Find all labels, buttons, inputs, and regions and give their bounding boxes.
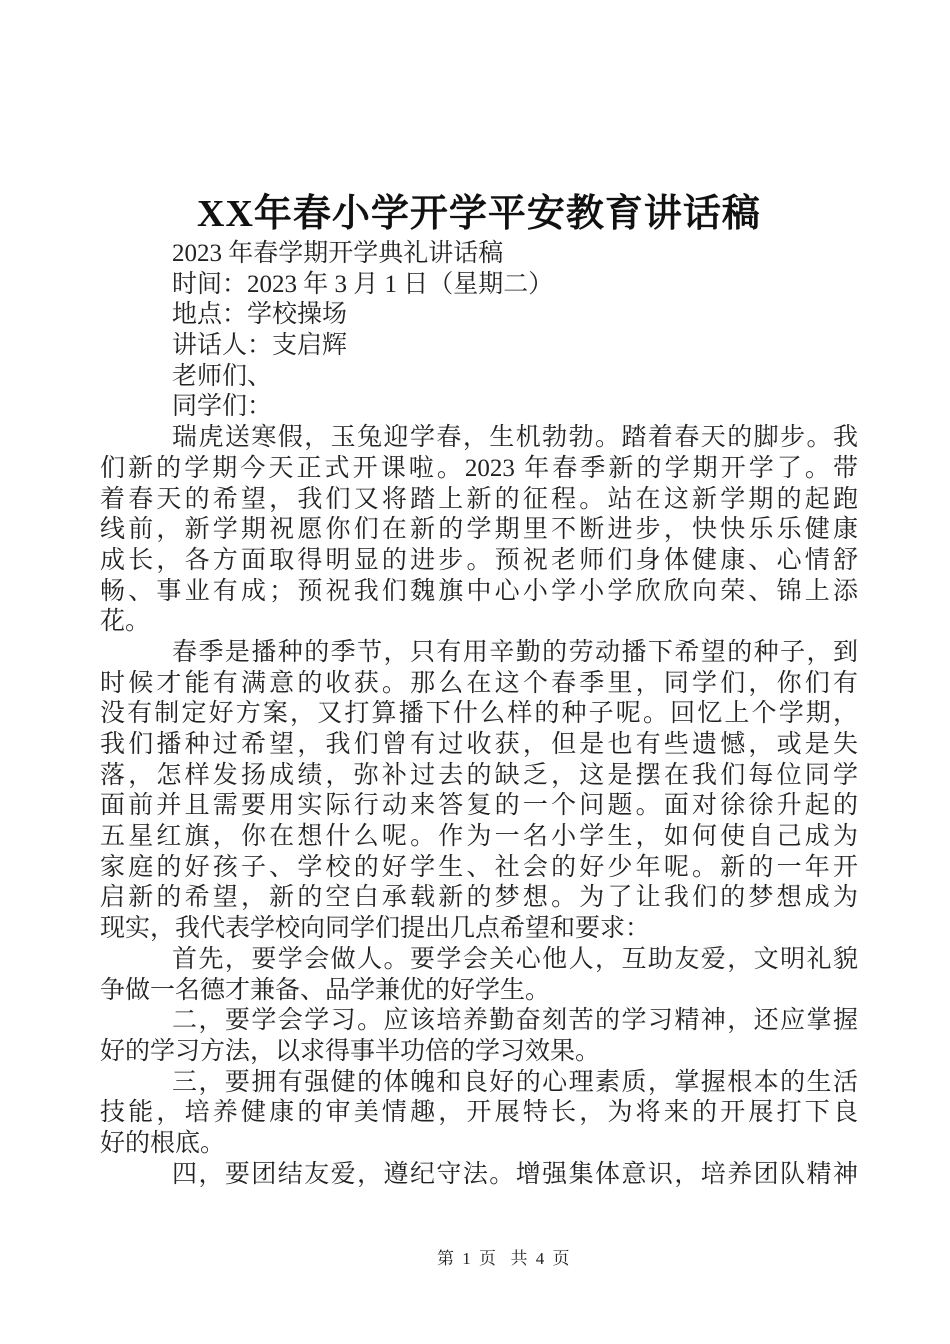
text-line: 们新的学期今天正式开课啦。2023 年春季新的学期开学了。带 <box>100 454 858 482</box>
page-number-footer: 第 1 页 共 4 页 <box>437 1249 572 1268</box>
text-line: 我们播种过希望，我们曾有过收获，但是也有些遗憾，或是失 <box>100 731 858 758</box>
document-body <box>100 239 858 1190</box>
text-line: 畅、事业有成；预祝我们魏旗中心小学小学欣欣向荣、锦上添 <box>100 577 858 605</box>
text-line: 花。 <box>100 608 151 636</box>
text-line: 首先，要学会做人。要学会关心他人，互助友爱，文明礼貌 <box>172 945 858 973</box>
text-line: 家庭的好孩子、学校的好学生、社会的好少年呢。新的一年开 <box>100 853 858 881</box>
text-line: 好的学习方法，以求得事半功倍的学习效果。 <box>100 1037 601 1065</box>
text-line: 春季是播种的季节，只有用辛勤的劳动播下希望的种子，到 <box>172 638 858 666</box>
document-title: XX年春小学开学平安教育讲话稿 <box>197 193 761 235</box>
text-line: 启新的希望，新的空白承载新的梦想。为了让我们的梦想成为 <box>100 884 858 912</box>
text-line: 五星红旗，你在想什么呢。作为一名小学生，如何使自己成为 <box>100 823 858 851</box>
text-line: 时间：2023 年 3 月 1 日（星期二） <box>172 270 554 298</box>
text-line: 落，怎样发扬成绩，弥补过去的缺乏，这是摆在我们每位同学 <box>100 761 858 789</box>
text-line: 同学们： <box>172 393 273 421</box>
text-line: 技能，培养健康的审美情趣，开展特长，为将来的开展打下良 <box>100 1099 858 1127</box>
text-line: 瑞虎送寒假，玉兔迎学春，生机勃勃。踏着春天的脚步。我 <box>172 424 858 452</box>
text-line: 讲话人：支启辉 <box>172 332 348 360</box>
text-line: 地点：学校操场 <box>172 301 348 329</box>
text-line: 2023 年春学期开学典礼讲话稿 <box>172 240 504 267</box>
text-line: 线前，新学期祝愿你们在新的学期里不断进步，快快乐乐健康 <box>100 516 858 544</box>
text-line: 二，要学会学习。应该培养勤奋刻苦的学习精神，还应掌握 <box>172 1007 858 1035</box>
text-line: 没有制定好方案，又打算播下什么样的种子呢。回忆上个学期， <box>100 700 858 728</box>
text-line: 老师们、 <box>172 362 273 390</box>
text-line: 四，要团结友爱，遵纪守法。增强集体意识，培养团队精神 <box>172 1160 858 1188</box>
text-line: 面前并且需要用实际行动来答复的一个问题。面对徐徐升起的 <box>100 792 858 820</box>
text-line: 好的根底。 <box>100 1129 226 1157</box>
text-line: 着春天的希望，我们又将踏上新的征程。站在这新学期的起跑 <box>100 485 858 513</box>
text-line: 成长，各方面取得明显的进步。预祝老师们身体健康、心情舒 <box>100 546 858 574</box>
text-line: 三，要拥有强健的体魄和良好的心理素质，掌握根本的生活 <box>172 1068 858 1096</box>
text-line: 争做一名德才兼备、品学兼优的好学生。 <box>100 976 551 1004</box>
text-line: 时候才能有满意的收获。那么在这个春季里，同学们，你们有 <box>100 669 858 697</box>
text-line: 现实，我代表学校向同学们提出几点希望和要求： <box>100 915 651 943</box>
